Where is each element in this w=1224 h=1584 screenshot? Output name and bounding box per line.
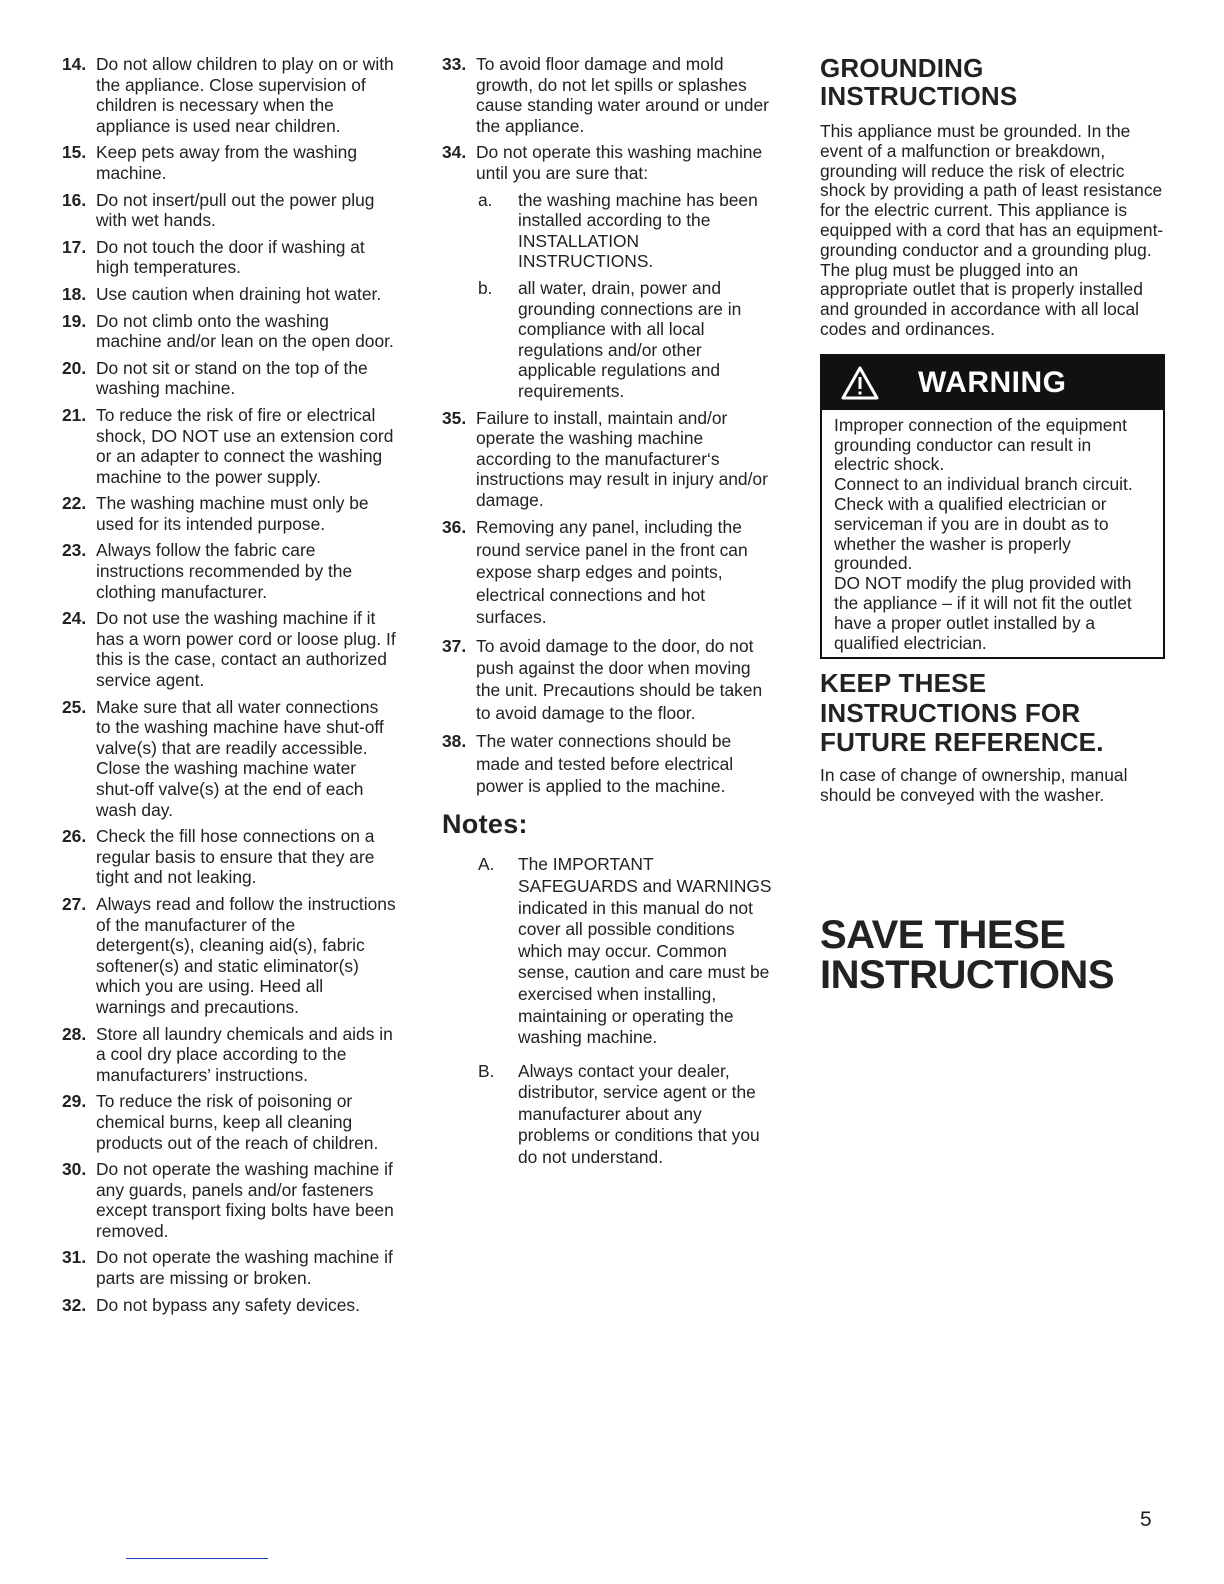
item-text: Do not operate the washing machine if any guards, panels and/or fasteners except transport fixing bolts have been removed.: [96, 1159, 394, 1241]
item-text: To avoid damage to the door, do not push against the door when moving the unit. Precautions should be taken to avoid damage to the floor.: [476, 635, 763, 723]
footer-rule: [126, 1558, 268, 1559]
list-item: [62, 1091, 397, 1153]
item-number: 22.: [62, 493, 87, 514]
warning-line: DO NOT modify the plug provided with the appliance – if it will not fit the outlet have a proper outlet installed by a qualified electrician.: [834, 573, 1132, 653]
page-number: 5: [1140, 1508, 1152, 1531]
warning-label: WARNING: [918, 365, 1067, 399]
sub-item: [442, 190, 777, 272]
list-item: [62, 894, 397, 1018]
notes-heading: Notes:: [442, 809, 528, 840]
grounding-text: This appliance must be grounded. In the event of a malfunction or breakdown, grounding will reduce the risk of electric shock by providing a path of least resistance for the electric current. This appliance is equipped with a cord that has an equipment-grounding conductor and a grounding plug. The plug must be plugged into an appropriate outlet that is properly installed and grounded in accordance with all local codes and ordinances.: [820, 121, 1164, 339]
item-number: 17.: [62, 236, 87, 257]
warning-line: Check with a qualified electrician or serviceman if you are in doubt as to whether the washer is properly grounded.: [834, 493, 1109, 574]
sub-item: [442, 278, 777, 402]
item-text: Do not climb onto the washing machine and/or lean on the open door.: [96, 310, 394, 352]
list-item: [62, 237, 397, 278]
right-column: [820, 53, 1165, 998]
item-text: Failure to install, maintain and/or operate the washing machine according to the manufacturer‘s instructions may result in injury and/or damage.: [476, 407, 768, 510]
item-text: Use caution when draining hot water.: [96, 283, 382, 304]
list-item: [442, 142, 777, 183]
item-number: 30.: [62, 1159, 87, 1180]
list-item: [62, 1247, 397, 1288]
item-text: Removing any panel, including the round service panel in the front can expose sharp edges and points, electrical connections and hot surfaces.: [476, 517, 748, 628]
list-item: [62, 142, 397, 183]
list-item: [62, 54, 397, 136]
list-item: [62, 358, 397, 399]
note-item: [442, 854, 777, 1048]
item-text: Keep pets away from the washing machine.: [96, 142, 358, 183]
item-text: Do not operate this washing machine until you are sure that:: [476, 142, 763, 183]
list-item: [62, 540, 397, 602]
item-number: 36.: [442, 517, 467, 538]
list-item: [62, 826, 397, 888]
item-text: Always follow the fabric care instructions recommended by the clothing manufacturer.: [96, 540, 353, 602]
item-text: Do not operate the washing machine if parts are missing or broken.: [96, 1247, 393, 1289]
item-number: 29.: [62, 1091, 87, 1112]
item-text: To reduce the risk of poisoning or chemical burns, keep all cleaning products out of the reach of children.: [96, 1091, 379, 1153]
list-item: [62, 1024, 397, 1086]
note-label: A.: [478, 854, 495, 875]
item-text: To reduce the risk of fire or electrical shock, DO NOT use an extension cord or an adapter to connect the washing machine to the power supply.: [96, 404, 394, 487]
note-text: Always contact your dealer, distributor, service agent or the manufacturer about any problems or conditions that you do not understand.: [518, 1060, 760, 1168]
item-number: 16.: [62, 189, 87, 210]
item-number: 37.: [442, 635, 467, 656]
item-text: Do not insert/pull out the power plug with wet hands.: [96, 189, 375, 231]
list-item: [442, 730, 777, 797]
note-item: [442, 1061, 777, 1169]
note-text: The IMPORTANT SAFEGUARDS and WARNINGS indicated in this manual do not cover all possible conditions which may occur. Common sense, caution and care must be exercised when installing, maintaining or operating the washing machine.: [518, 854, 772, 1048]
warning-triangle-icon: [840, 365, 880, 401]
item-number: 27.: [62, 893, 87, 914]
sub-item-text: all water, drain, power and grounding connections are in compliance with all local regulations and/or other applicable regulations and requirements.: [518, 277, 742, 401]
item-number: 25.: [62, 696, 87, 717]
save-instructions-heading: SAVE THESE INSTRUCTIONS: [820, 913, 1114, 998]
item-number: 31.: [62, 1247, 87, 1268]
list-item: [442, 635, 777, 725]
item-number: 33.: [442, 54, 467, 74]
item-text: Do not allow children to play on or with the appliance. Close supervision of children is necessary when the appliance is used near children.: [96, 54, 394, 136]
sub-item-label: b.: [478, 277, 493, 298]
list-item: [62, 1159, 397, 1241]
warning-header: [822, 356, 1163, 410]
grounding-heading: GROUNDING INSTRUCTIONS: [820, 53, 1018, 111]
note-label: B.: [478, 1060, 495, 1081]
item-number: 38.: [442, 731, 467, 752]
list-item: [62, 311, 397, 352]
item-number: 26.: [62, 826, 87, 847]
sub-item-text: the washing machine has been installed according to the INSTALLATION INSTRUCTIONS.: [518, 189, 758, 272]
item-text: Always read and follow the instructions of the manufacturer of the detergent(s), cleaning aid(s), fabric softener(s) and static eliminator(s) which you are using. Heed all warnings and precautions.: [96, 893, 396, 1017]
item-number: 24.: [62, 608, 87, 629]
warning-line: Connect to an individual branch circuit.: [834, 474, 1133, 495]
list-item: [442, 54, 777, 136]
item-number: 14.: [62, 54, 87, 74]
list-item: [62, 493, 397, 534]
list-item: [442, 408, 777, 511]
item-number: 18.: [62, 283, 87, 304]
item-number: 19.: [62, 310, 87, 331]
item-number: 20.: [62, 357, 87, 378]
keep-instructions-text: In case of change of ownership, manual should be conveyed with the washer.: [820, 764, 1128, 805]
keep-instructions-heading: KEEP THESE INSTRUCTIONS FOR FUTURE REFERENCE.: [820, 668, 1104, 758]
item-number: 28.: [62, 1023, 87, 1044]
list-item: [62, 697, 397, 821]
item-number: 34.: [442, 142, 467, 163]
item-text: The water connections should be made and tested before electrical power is applied to the machine.: [476, 731, 734, 796]
middle-column: [442, 54, 777, 1181]
item-number: 21.: [62, 404, 87, 425]
item-text: Do not sit or stand on the top of the washing machine.: [96, 357, 368, 399]
item-text: Store all laundry chemicals and aids in a cool dry place according to the manufacturers’ instructions.: [96, 1023, 393, 1085]
list-item: [62, 284, 397, 305]
item-text: To avoid floor damage and mold growth, do not let spills or splashes cause standing water around or under the appliance.: [476, 54, 769, 136]
item-text: Do not bypass any safety devices.: [96, 1294, 360, 1315]
list-item: [62, 1295, 397, 1316]
item-text: Make sure that all water connections to the washing machine have shut-off valve(s) that are readily accessible. Close the washing machine water shut-off valve(s) at the end of each wash day.: [96, 696, 384, 820]
sub-item-label: a.: [478, 189, 493, 210]
warning-line: Improper connection of the equipment grounding conductor can result in electric shock.: [834, 414, 1127, 475]
list-item: [62, 405, 397, 487]
item-number: 23.: [62, 540, 87, 561]
left-column: [62, 54, 397, 1321]
list-item: [62, 190, 397, 231]
item-number: 35.: [442, 407, 467, 428]
list-item: [442, 516, 777, 628]
list-item: [62, 608, 397, 690]
item-number: 15.: [62, 142, 87, 163]
warning-box: [820, 354, 1165, 660]
item-text: Do not use the washing machine if it has a worn power cord or loose plug. If this is the case, contact an authorized service agent.: [96, 608, 396, 691]
warning-body: [822, 410, 1163, 658]
item-text: Do not touch the door if washing at high temperatures.: [96, 236, 365, 278]
item-number: 32.: [62, 1294, 87, 1315]
item-text: Check the fill hose connections on a regular basis to ensure that they are tight and not leaking.: [96, 826, 375, 888]
item-text: The washing machine must only be used for its intended purpose.: [96, 493, 369, 534]
